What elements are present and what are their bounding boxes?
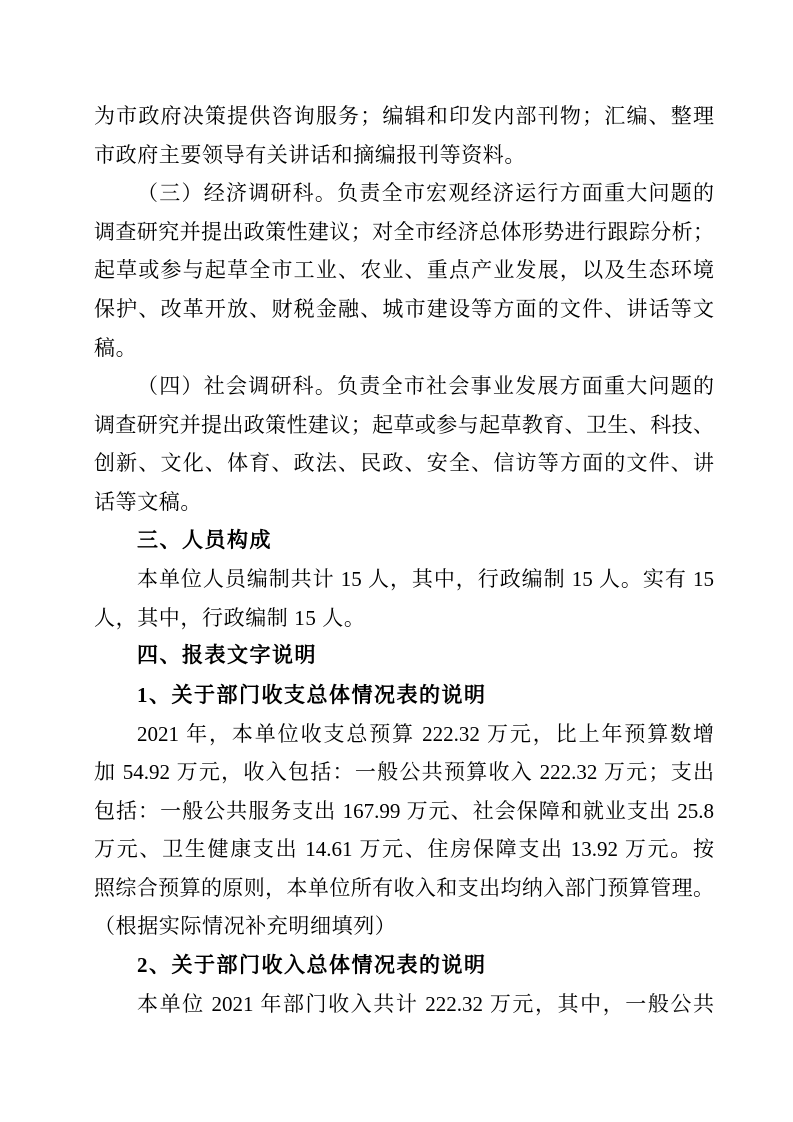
doc-line: 本单位 2021 年部门收入共计 222.32 万元，其中，一般公共 (137, 991, 714, 1016)
doc-line-supplement-note: （根据实际情况补充明细填列） (94, 914, 397, 939)
doc-line: 市政府主要领导有关讲话和摘编报刊等资料。 (94, 142, 526, 167)
doc-line: 保护、改革开放、财税金融、城市建设等方面的文件、讲话等文 (94, 296, 714, 321)
doc-line: 调查研究并提出政策性建议；起草或参与起草教育、卫生、科技、 (94, 412, 714, 437)
doc-line: 起草或参与起草全市工业、农业、重点产业发展，以及生态环境 (94, 258, 714, 283)
subheading-budget-overview-note: 1、关于部门收支总体情况表的说明 (137, 682, 487, 707)
doc-line: 包括：一般公共服务支出 167.99 万元、社会保障和就业支出 25.8 (94, 798, 714, 823)
doc-line: 稿。 (94, 335, 138, 360)
heading-report-text-description: 四、报表文字说明 (137, 644, 317, 668)
doc-line: 万元、卫生健康支出 14.61 万元、住房保障支出 13.92 万元。按 (94, 837, 714, 862)
doc-line: 人，其中，行政编制 15 人。 (94, 605, 366, 630)
subheading-income-overview-note: 2、关于部门收入总体情况表的说明 (137, 953, 487, 978)
heading-personnel-composition: 三、人员构成 (137, 528, 272, 552)
doc-line-social-research-section: （四）社会调研科。负责全市社会事业发展方面重大问题的 (137, 374, 714, 399)
doc-line: 照综合预算的原则，本单位所有收入和支出均纳入部门预算管理。 (94, 875, 714, 900)
doc-line: 为市政府决策提供咨询服务；编辑和印发内部刊物；汇编、整理 (94, 104, 714, 128)
document-text-block (94, 97, 714, 1023)
doc-line: 本单位人员编制共计 15 人，其中，行政编制 15 人。实有 15 (137, 567, 714, 592)
doc-line: 调查研究并提出政策性建议；对全市经济总体形势进行跟踪分析； (94, 219, 714, 244)
doc-line: 创新、文化、体育、政法、民政、安全、信访等方面的文件、讲 (94, 451, 714, 476)
doc-line-economic-research-section: （三）经济调研科。负责全市宏观经济运行方面重大问题的 (137, 181, 714, 206)
doc-line: 话等文稿。 (94, 489, 202, 514)
doc-line: 2021 年，本单位收支总预算 222.32 万元，比上年预算数增 (137, 721, 714, 746)
doc-line: 加 54.92 万元，收入包括：一般公共预算收入 222.32 万元；支出 (94, 760, 714, 785)
